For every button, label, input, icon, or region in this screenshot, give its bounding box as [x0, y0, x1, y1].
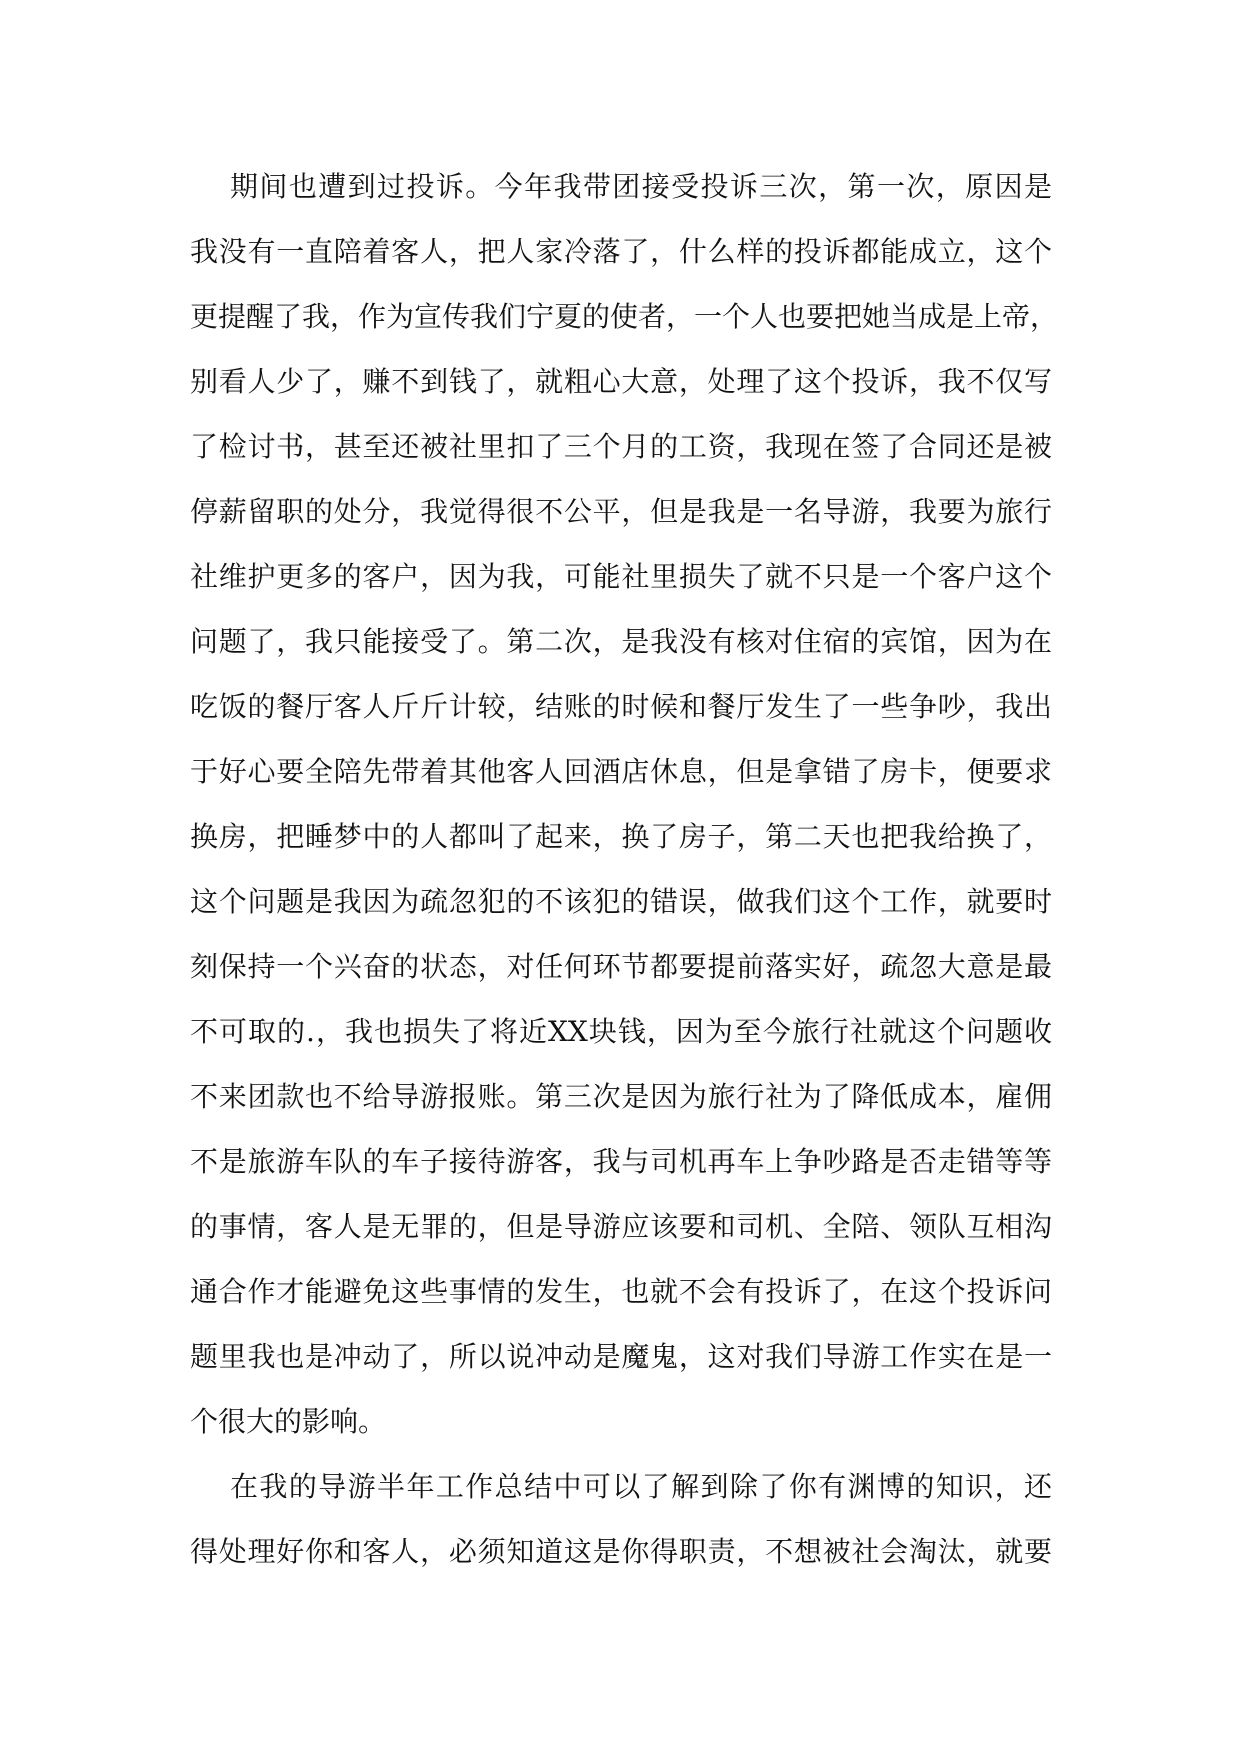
text-line: 期间也遭到过投诉。今年我带团接受投诉三次，第一次，原因是 [230, 170, 1052, 203]
text-line: 的事情，客人是无罪的，但是导游应该要和司机、全陪、领队互相沟 [190, 1210, 1052, 1243]
text-line: 我没有一直陪着客人，把人家冷落了，什么样的投诉都能成立，这个 [190, 235, 1052, 268]
text-line: 通合作才能避免这些事情的发生，也就不会有投诉了，在这个投诉问 [190, 1275, 1052, 1308]
text-line: 刻保持一个兴奋的状态，对任何环节都要提前落实好，疏忽大意是最 [190, 950, 1052, 983]
text-line: 得处理好你和客人，必须知道这是你得职责，不想被社会淘汰，就要 [190, 1535, 1052, 1568]
text-line: 社维护更多的客户，因为我，可能社里损失了就不只是一个客户这个 [190, 560, 1052, 593]
text-line: 不来团款也不给导游报账。第三次是因为旅行社为了降低成本，雇佣 [190, 1080, 1052, 1113]
text-line: 题里我也是冲动了，所以说冲动是魔鬼，这对我们导游工作实在是一 [190, 1340, 1052, 1373]
text-line: 不是旅游车队的车子接待游客，我与司机再车上争吵路是否走错等等 [190, 1145, 1052, 1178]
text-line: 别看人少了，赚不到钱了，就粗心大意，处理了这个投诉，我不仅写 [190, 365, 1052, 398]
text-line: 停薪留职的处分，我觉得很不公平，但是我是一名导游，我要为旅行 [190, 495, 1052, 528]
text-line: 吃饭的餐厅客人斤斤计较，结账的时候和餐厅发生了一些争吵，我出 [190, 690, 1052, 723]
paragraph-summary [190, 1454, 1052, 1584]
document-body [190, 154, 1059, 1584]
text-line: 个很大的影响。 [190, 1405, 387, 1438]
text-line: 更提醒了我，作为宣传我们宁夏的使者，一个人也要把她当成是上帝， [190, 300, 1059, 333]
text-line: 问题了，我只能接受了。第二次，是我没有核对住宿的宾馆，因为在 [190, 625, 1052, 658]
paragraph-complaints [190, 154, 1059, 1454]
text-line: 这个问题是我因为疏忽犯的不该犯的错误，做我们这个工作，就要时 [190, 885, 1052, 918]
text-line: 在我的导游半年工作总结中可以了解到除了你有渊博的知识，还 [230, 1470, 1052, 1503]
text-line: 换房，把睡梦中的人都叫了起来，换了房子，第二天也把我给换了， [190, 820, 1052, 853]
text-line: 于好心要全陪先带着其他客人回酒店休息，但是拿错了房卡，便要求 [190, 755, 1052, 788]
text-line: 了检讨书，甚至还被社里扣了三个月的工资，我现在签了合同还是被 [190, 430, 1052, 463]
text-line: 不可取的.，我也损失了将近XX块钱，因为至今旅行社就这个问题收 [190, 1015, 1052, 1048]
